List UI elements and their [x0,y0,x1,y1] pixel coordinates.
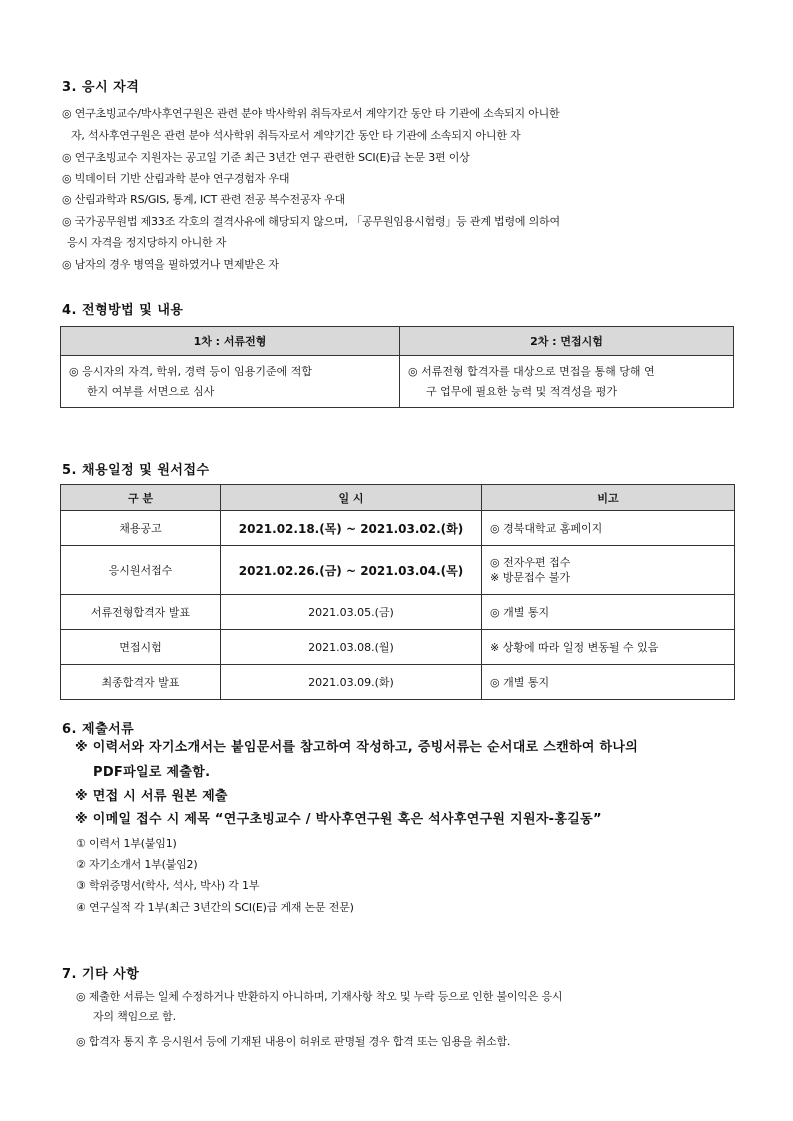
schedule-table [60,484,735,700]
schedule-note [482,546,735,595]
s7-line-1: ◎ 제출한 서류는 일체 수정하거나 반환하지 아니하며, 기재사항 착오 및 누락 등으로 인한 불이익은 응시 [76,990,563,1003]
s6-item-3: ③ 학위증명서(학사, 석사, 박사) 각 1부 [76,879,260,892]
schedule-category: 서류전형합격자 발표 [61,595,221,630]
s3-line-5: ◎ 산림과학과 RS/GIS, 통계, ICT 관련 전공 복수전공자 우대 [62,193,345,206]
schedule-date: 2021.02.18.(목) ~ 2021.03.02.(화) [221,511,482,546]
selection-method-table [60,326,734,408]
s6-bold-line-3: ※ 면접 시 서류 원본 제출 [75,789,228,804]
schedule-date: 2021.03.05.(금) [221,595,482,630]
schedule-date: 2021.03.08.(월) [221,630,482,665]
schedule-category: 응시원서접수 [61,546,221,595]
s6-item-2: ② 자기소개서 1부(붙임2) [76,858,198,871]
s6-item-1: ① 이력서 1부(붙임1) [76,837,177,850]
stage-1-desc-line-1: ◎ 응시자의 자격, 학위, 경력 등이 임용기준에 적합 [69,364,312,378]
s6-bold-line-4: ※ 이메일 접수 시 제목 “연구초빙교수 / 박사후연구원 혹은 석사후연구원 지원자-홍길동” [75,812,602,827]
stage-2-desc [400,356,734,408]
table-row [61,546,735,595]
stage-1-header: 1차 : 서류전형 [61,327,400,356]
s6-item-4: ④ 연구실적 각 1부(최근 3년간의 SCI(E)급 게재 논문 전문) [76,901,354,914]
schedule-note-line-2: ※ 방문접수 불가 [490,571,570,584]
table-row [61,665,735,700]
schedule-category: 최종합격자 발표 [61,665,221,700]
section-4-title: 4. 전형방법 및 내용 [62,303,184,318]
section-6-title: 6. 제출서류 [62,722,135,737]
section-5-title: 5. 채용일정 및 원서접수 [62,463,210,478]
stage-2-desc-line-1: ◎ 서류전형 합격자를 대상으로 면접을 통해 당해 연 [408,364,655,378]
section-7-title: 7. 기타 사항 [62,967,140,982]
schedule-date: 2021.03.09.(화) [221,665,482,700]
schedule-header-note: 비고 [482,485,735,511]
stage-2-header: 2차 : 면접시험 [400,327,734,356]
s3-line-7: 응시 자격을 정지당하지 아니한 자 [67,236,227,249]
s6-bold-line-1: ※ 이력서와 자기소개서는 붙임문서를 참고하여 작성하고, 증빙서류는 순서대로 스캔하여 하나의 [75,740,639,755]
schedule-note: ◎ 경북대학교 홈페이지 [482,511,735,546]
s7-line-3: ◎ 합격자 통지 후 응시원서 등에 기재된 내용이 허위로 판명될 경우 합격 또는 임용을 취소함. [76,1035,511,1048]
schedule-header-category: 구 분 [61,485,221,511]
schedule-header-date: 일 시 [221,485,482,511]
table-row [61,630,735,665]
stage-2-desc-line-2: 구 업무에 필요한 능력 및 적격성을 평가 [426,384,617,398]
stage-1-desc-line-2: 한지 여부를 서면으로 심사 [87,384,215,398]
schedule-date: 2021.02.26.(금) ~ 2021.03.04.(목) [221,546,482,595]
s7-line-2: 자의 책임으로 함. [93,1010,176,1023]
table-row [61,595,735,630]
s6-bold-line-2: PDF파일로 제출함. [93,765,211,780]
section-3-title: 3. 응시 자격 [62,80,140,95]
s3-line-8: ◎ 남자의 경우 병역을 필하였거나 면제받은 자 [62,258,279,271]
s3-line-2: 자, 석사후연구원은 관련 분야 석사학위 취득자로서 계약기간 동안 타 기관에 소속되지 아니한 자 [71,129,521,142]
stage-1-desc [61,356,400,408]
s3-line-1: ◎ 연구초빙교수/박사후연구원은 관련 분야 박사학위 취득자로서 계약기간 동안 타 기관에 소속되지 아니한 [62,107,560,120]
schedule-note: ◎ 개별 통지 [482,595,735,630]
schedule-note: ◎ 개별 통지 [482,665,735,700]
schedule-category: 채용공고 [61,511,221,546]
schedule-note-line-1: ◎ 전자우편 접수 [490,556,571,569]
s3-line-4: ◎ 빅데이터 기반 산림과학 분야 연구경험자 우대 [62,172,290,185]
table-row [61,511,735,546]
s3-line-6: ◎ 국가공무원법 제33조 각호의 결격사유에 해당되지 않으며, 「공무원임용시험령」등 관계 법령에 의하여 [62,215,560,228]
schedule-note: ※ 상황에 따라 일정 변동될 수 있음 [482,630,735,665]
schedule-category: 면접시험 [61,630,221,665]
s3-line-3: ◎ 연구초빙교수 지원자는 공고일 기준 최근 3년간 연구 관련한 SCI(E)급 논문 3편 이상 [62,151,470,164]
